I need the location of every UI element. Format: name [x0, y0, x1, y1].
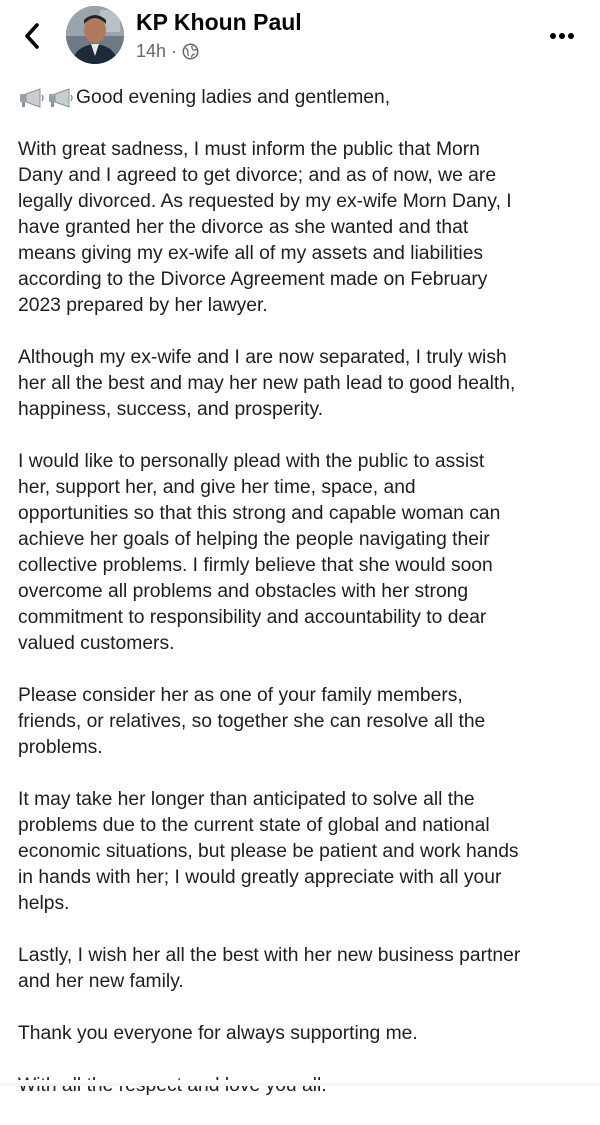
text-line: in hands with her; I would greatly appreciate with all your [18, 867, 502, 888]
text-line: Please consider her as one of your family members, [18, 685, 463, 706]
bottom-divider [0, 1080, 600, 1086]
post-header [0, 0, 600, 78]
text-line: problems due to the current state of global and national [18, 815, 490, 836]
text-line: Thank you everyone for always supporting me. [18, 1023, 418, 1044]
text-line: her all the best and may her new path lead to good health, [18, 373, 516, 394]
post-body [18, 85, 588, 1125]
paragraph-7 [18, 1021, 588, 1047]
text-line: overcome all problems and obstacles with her strong [18, 581, 469, 602]
text-line: means giving my ex-wife all of my assets and liabilities [18, 243, 484, 264]
avatar[interactable] [66, 6, 124, 64]
meta-separator: · [171, 41, 178, 61]
back-button[interactable] [14, 18, 50, 54]
text-line: With great sadness, I must inform the public that Morn [18, 139, 480, 160]
paragraph-3 [18, 449, 588, 657]
paragraph-8 [18, 1073, 588, 1099]
greeting-text: Good evening ladies and gentlemen, [76, 87, 391, 108]
loudspeaker-icon [47, 87, 76, 109]
globe-icon [182, 43, 199, 60]
text-line: legally divorced. As requested by my ex-wife Morn Dany, I [18, 191, 512, 212]
text-line: commitment to responsibility and accountability to dear [18, 607, 487, 628]
text-line: problems. [18, 737, 103, 758]
post-meta [136, 41, 199, 62]
text-line: and her new family. [18, 971, 184, 992]
text-line: her, support her, and give her time, space, and [18, 477, 416, 498]
profile-photo [66, 6, 124, 64]
text-line: opportunities so that this strong and capable woman can [18, 503, 501, 524]
text-line: achieve her goals of helping the people navigating their [18, 529, 490, 550]
text-line: I would like to personally plead with the public to assist [18, 451, 485, 472]
paragraph-1 [18, 137, 588, 319]
text-line: helps. [18, 893, 70, 914]
more-options-button[interactable] [546, 24, 578, 48]
text-line: Lastly, I wish her all the best with her new business partner [18, 945, 521, 966]
post-time[interactable]: 14h [136, 41, 167, 61]
paragraph-5 [18, 787, 588, 917]
paragraph-6 [18, 943, 588, 995]
chevron-left-icon [23, 22, 41, 50]
text-line: have granted her the divorce as she wanted and that [18, 217, 469, 238]
text-line: 2023 prepared by her lawyer. [18, 295, 268, 316]
text-line: friends, or relatives, so together she can resolve all the [18, 711, 486, 732]
text-line: valued customers. [18, 633, 175, 654]
author-name[interactable]: KP Khoun Paul [136, 9, 302, 35]
text-line: Although my ex-wife and I are now separated, I truly wish [18, 347, 507, 368]
text-line [18, 1073, 588, 1099]
text-line: Dany and I agreed to get divorce; and as of now, we are [18, 165, 497, 186]
text-line: It may take her longer than anticipated to solve all the [18, 789, 475, 810]
ellipsis-icon [549, 32, 575, 40]
text-line: economic situations, but please be patient and work hands [18, 841, 519, 862]
paragraph-4 [18, 683, 588, 761]
paragraph-2 [18, 345, 588, 423]
greeting-paragraph [18, 85, 588, 111]
text-line: happiness, success, and prosperity. [18, 399, 324, 420]
loudspeaker-icon [18, 87, 47, 109]
text-line: according to the Divorce Agreement made on February [18, 269, 488, 290]
text-line: collective problems. I firmly believe that she would soon [18, 555, 493, 576]
